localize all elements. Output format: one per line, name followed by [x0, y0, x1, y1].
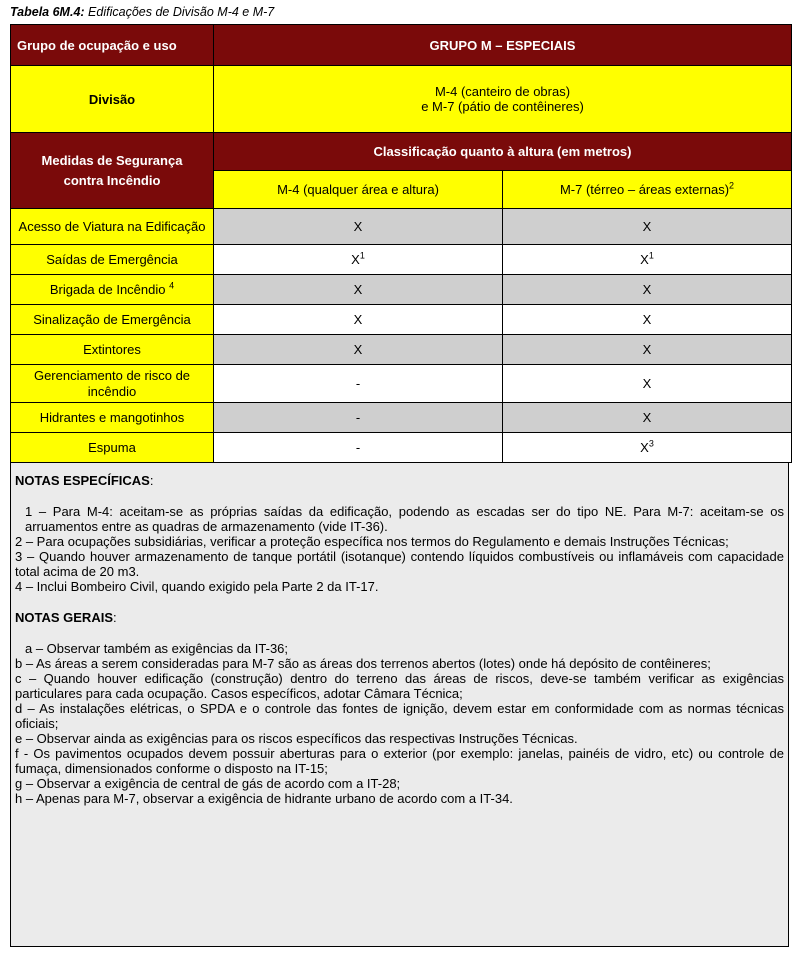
group-label: Grupo de ocupação e uso [11, 25, 214, 66]
cell-m4-value: X [353, 342, 363, 357]
cell-m7 [503, 365, 792, 403]
specific-note: 1 – Para M-4: aceitam-se as próprias saídas da edificação, podendo as escadas ser do tipo NE. Para M-7: aceitam-se os arruamentos entre as quadras de armazenamento (vide IT-36). [25, 504, 784, 534]
cell-m7 [503, 335, 792, 365]
division-line-1: M-4 (canteiro de obras) [434, 84, 571, 99]
measure-label-text: Brigada de Incêndio [49, 281, 166, 297]
specific-note: 2 – Para ocupações subsidiárias, verificar a proteção específica nos termos do Regulamento e demais Instruções Técnicas; [15, 534, 729, 549]
measures-label-line-2: contra Incêndio [63, 172, 161, 188]
specific-notes-list [15, 504, 784, 594]
measure-label-text: Sinalização de Emergência [33, 311, 191, 327]
cell-m4-value: - [355, 376, 361, 391]
table-row [11, 245, 792, 275]
measure-label [11, 305, 214, 335]
cell-m7 [503, 305, 792, 335]
caption-text: Edificações de Divisão M-4 e M-7 [88, 5, 275, 19]
measures-label-line-1: Medidas de Segurança [41, 152, 183, 168]
measure-label [11, 365, 214, 403]
table-row [11, 209, 792, 245]
requirements-table [10, 24, 792, 463]
measure-label-text: Acesso de Viatura na Edificação [18, 218, 206, 234]
cell-m7-sup: 3 [648, 438, 654, 449]
cell-m4-value: X [353, 282, 363, 297]
general-notes-title: NOTAS GERAIS [15, 610, 113, 625]
table-row [11, 365, 792, 403]
specific-notes-title: NOTAS ESPECÍFICAS [15, 473, 150, 488]
general-note: f - Os pavimentos ocupados devem possuir aberturas para o exterior (por exemplo: janelas, painéis de vidro, etc) ou controle de fumaça, dimensionados conforme o disposto na IT-15; [15, 746, 784, 776]
cell-m4 [214, 365, 503, 403]
cell-m7 [503, 403, 792, 433]
cell-m7-value: X [642, 282, 652, 297]
measure-label [11, 335, 214, 365]
caption-label: Tabela 6M.4: [10, 5, 85, 19]
table-caption [10, 5, 274, 19]
cell-m4-sup: 1 [359, 250, 365, 261]
general-note: b – As áreas a serem consideradas para M-7 são as áreas dos terrenos abertos (lotes) onde há depósito de contêineres; [15, 656, 711, 671]
measure-label [11, 245, 214, 275]
cell-m7-value: X [642, 312, 652, 327]
general-note: a – Observar também as exigências da IT-36; [25, 641, 289, 656]
measure-label-text: Gerenciamento de risco de incêndio [33, 367, 191, 399]
specific-note: 3 – Quando houver armazenamento de tanque portátil (isotanque) contendo líquidos combustíveis ou inflamáveis com capacidade total acima de 20 m3. [15, 549, 784, 579]
table-row [11, 275, 792, 305]
cell-m4 [214, 275, 503, 305]
column-m7-text: M-7 (térreo – áreas externas) [559, 182, 730, 197]
cell-m7 [503, 433, 792, 463]
cell-m7-value: X [642, 376, 652, 391]
cell-m7-sup: 1 [648, 250, 654, 261]
table-row [11, 403, 792, 433]
specific-note: 4 – Inclui Bombeiro Civil, quando exigido pela Parte 2 da IT-17. [15, 579, 379, 594]
measure-label-text: Espuma [88, 439, 136, 455]
measure-label-sup: 4 [169, 280, 175, 291]
measure-label [11, 209, 214, 245]
cell-m7 [503, 245, 792, 275]
cell-m4-value: X [353, 219, 363, 234]
cell-m7-value: X [640, 440, 649, 455]
measure-label-text: Saídas de Emergência [46, 251, 178, 267]
cell-m4 [214, 335, 503, 365]
table-row [11, 335, 792, 365]
measures-rows [11, 209, 792, 463]
division-label: Divisão [11, 66, 214, 133]
column-m7-header [503, 171, 792, 209]
cell-m4 [214, 245, 503, 275]
cell-m7-value: X [642, 342, 652, 357]
cell-m7-value: X [642, 410, 652, 425]
cell-m4-value: - [355, 410, 361, 425]
notes-section: NOTAS ESPECÍFICAS: 1 – Para M-4: aceitam-se as próprias saídas da edificação, podendo as escadas ser do tipo NE. Para M-7: aceitam-se os arruamentos entre as quadras de armazenamento (vide IT-36). 2 – Para ocupações subsidiárias, verificar a proteção específica nos termos do Regulamento e demais Instruções Técnicas; 3 – Quando houver armazenamento de tanque portátil (isotanque) contendo líquidos combustíveis ou inflamáveis com capacidade total acima de 20 m3. 4 – Inclui Bombeiro Civil, quando exigido pela Parte 2 da IT-17. NOTAS GERAIS: a – Observar também as exigências da IT-36; b – As áreas a serem consideradas para M-7 são as áreas dos terrenos abertos (lotes) onde há depósito de contêineres; c – Quando houver edificação (construção) dentro do terreno das áreas de riscos, deve-se também verificar as exigências particulares para cada ocupação. Casos específicos, adotar Câmara Técnica; d – As instalações elétricas, o SPDA e o controle das fontes de ignição, devem estar em conformidade com as normas técnicas oficiais; e – Observar ainda as exigências para os riscos específicos das respectivas Instruções Técnicas. f - Os pavimentos ocupados devem possuir aberturas para o exterior (por exemplo: janelas, painéis de vidro, etc) ou controle de fumaça, dimensionados conforme o disposto na IT-15; g – Observar a exigência de central de gás de acordo com a IT-28; h – Apenas para M-7, observar a exigência de hidrante urbano de acordo com a IT-34. [10, 463, 789, 947]
general-note: c – Quando houver edificação (construção) dentro do terreno das áreas de riscos, deve-se também verificar as exigências particulares para cada ocupação. Casos específicos, adotar Câmara Técnica; [15, 671, 784, 701]
group-value: GRUPO M – ESPECIAIS [214, 25, 792, 66]
classification-header: Classificação quanto à altura (em metros) [214, 133, 792, 171]
cell-m4 [214, 403, 503, 433]
table-row [11, 433, 792, 463]
cell-m7 [503, 275, 792, 305]
cell-m4 [214, 209, 503, 245]
column-m4-header: M-4 (qualquer área e altura) [214, 171, 503, 209]
division-line-2: e M-7 (pátio de contêineres) [421, 99, 584, 114]
cell-m7 [503, 209, 792, 245]
general-note: e – Observar ainda as exigências para os riscos específicos das respectivas Instruções Técnicas. [15, 731, 578, 746]
cell-m4 [214, 433, 503, 463]
cell-m7-value: X [640, 252, 649, 267]
measure-label-text: Hidrantes e mangotinhos [39, 409, 185, 425]
general-note: h – Apenas para M-7, observar a exigência de hidrante urbano de acordo com a IT-34. [15, 791, 513, 806]
cell-m4-value: X [353, 312, 363, 327]
cell-m4-value: X [351, 252, 360, 267]
measure-label [11, 403, 214, 433]
cell-m7-value: X [642, 219, 652, 234]
cell-m4-value: - [355, 440, 361, 455]
general-note: g – Observar a exigência de central de gás de acordo com a IT-28; [15, 776, 401, 791]
division-value [214, 66, 792, 133]
column-m7-sup: 2 [729, 180, 735, 191]
measure-label-text: Extintores [83, 341, 141, 357]
general-note: d – As instalações elétricas, o SPDA e o controle das fontes de ignição, devem estar em conformidade com as normas técnicas oficiais; [15, 701, 784, 731]
general-notes-list [15, 641, 784, 806]
table-row [11, 305, 792, 335]
cell-m4 [214, 305, 503, 335]
measure-label [11, 275, 214, 305]
measure-label [11, 433, 214, 463]
measures-label [11, 133, 214, 209]
